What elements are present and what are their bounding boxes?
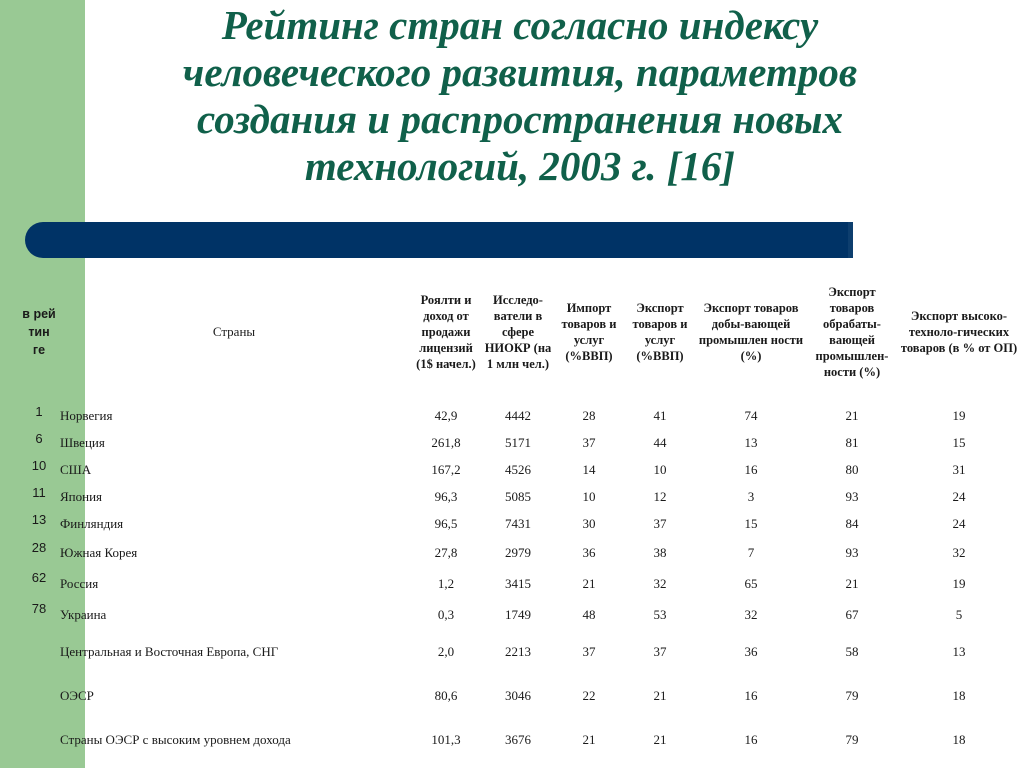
header-researchers: Исследо-ватели в сфере НИОКР (на 1 млн чел.) xyxy=(484,293,552,371)
cell-imports: 30 xyxy=(582,516,596,531)
table-row xyxy=(20,718,1020,762)
cell-mining-export: 16 xyxy=(744,688,758,703)
cell-researchers: 3415 xyxy=(505,575,531,591)
table-header-row xyxy=(20,262,1020,402)
table-row xyxy=(20,402,1020,429)
cell-exports: 37 xyxy=(653,644,667,659)
cell-exports: 32 xyxy=(653,575,667,591)
cell-researchers: 2979 xyxy=(505,545,531,560)
cell-royalty: 96,3 xyxy=(434,488,458,504)
cell-royalty: 167,2 xyxy=(431,461,461,477)
header-imports: Импорт товаров и услуг (%ВВП) xyxy=(561,301,617,363)
cell-exports: 38 xyxy=(653,545,667,560)
table-row xyxy=(20,483,1020,510)
cell-country: Страны ОЭСР с высоким уровнем дохода xyxy=(60,732,291,747)
table-row xyxy=(20,630,1020,674)
cell-researchers: 4526 xyxy=(505,461,531,477)
cell-hightech-export: 19 xyxy=(952,575,966,591)
cell-manufacturing-export: 79 xyxy=(845,732,859,747)
cell-mining-export: 13 xyxy=(744,434,758,450)
cell-rank: 11 xyxy=(32,485,46,500)
cell-rank: 62 xyxy=(31,570,47,585)
cell-exports: 10 xyxy=(653,461,667,477)
cell-hightech-export: 24 xyxy=(952,488,966,504)
cell-hightech-export: 19 xyxy=(952,407,966,423)
cell-hightech-export: 18 xyxy=(952,688,966,703)
header-exports: Экспорт товаров и услуг (%ВВП) xyxy=(632,301,688,363)
header-royalty: Роялти и доход от продажи лицензий (1$ начел.) xyxy=(416,293,476,371)
cell-imports: 21 xyxy=(582,732,596,747)
cell-manufacturing-export: 81 xyxy=(845,434,859,450)
header-hightech-export: Экспорт высоко-техноло-гических товаров (в % от ОП) xyxy=(900,309,1018,355)
cell-country: ОЭСР xyxy=(60,688,94,703)
cell-country: Финляндия xyxy=(60,516,124,531)
cell-mining-export: 3 xyxy=(747,488,755,504)
table-row xyxy=(20,538,1020,568)
cell-country: Украина xyxy=(60,606,107,622)
cell-hightech-export: 13 xyxy=(952,644,966,659)
cell-hightech-export: 24 xyxy=(952,516,966,531)
cell-manufacturing-export: 79 xyxy=(845,688,859,703)
table-row xyxy=(20,456,1020,483)
table-row xyxy=(20,568,1020,599)
cell-rank: 78 xyxy=(31,601,47,616)
cell-imports: 37 xyxy=(582,434,596,450)
cell-country: Центральная и Восточная Европа, СНГ xyxy=(60,644,279,659)
cell-rank: 13 xyxy=(31,512,47,527)
cell-hightech-export: 5 xyxy=(955,606,963,622)
cell-exports: 41 xyxy=(653,407,667,423)
cell-exports: 53 xyxy=(653,606,667,622)
cell-hightech-export: 18 xyxy=(952,732,966,747)
cell-researchers: 7431 xyxy=(505,516,531,531)
cell-manufacturing-export: 93 xyxy=(845,488,859,504)
cell-manufacturing-export: 93 xyxy=(845,545,859,560)
table-row xyxy=(20,510,1020,538)
title-divider-bar xyxy=(25,222,853,258)
header-mining-export: Экспорт товаров добы-вающей промышлен ности (%) xyxy=(698,301,804,363)
header-country: Страны xyxy=(212,324,256,339)
cell-rank: 28 xyxy=(31,540,47,555)
ranking-table xyxy=(20,262,1020,762)
cell-imports: 14 xyxy=(582,461,596,477)
cell-country: Япония xyxy=(60,488,103,504)
cell-mining-export: 15 xyxy=(744,516,758,531)
cell-researchers: 3046 xyxy=(505,688,531,703)
cell-royalty: 0,3 xyxy=(437,606,455,622)
cell-hightech-export: 31 xyxy=(952,461,966,477)
cell-mining-export: 7 xyxy=(747,545,755,560)
cell-manufacturing-export: 67 xyxy=(845,606,859,622)
cell-country: США xyxy=(60,461,92,477)
table-row xyxy=(20,429,1020,456)
cell-hightech-export: 15 xyxy=(952,434,966,450)
cell-royalty: 2,0 xyxy=(437,644,455,659)
table-body xyxy=(20,402,1020,762)
cell-exports: 12 xyxy=(653,488,667,504)
cell-rank xyxy=(20,718,58,762)
header-manufacturing-export: Экспорт товаров обрабаты-вающей промышлен-ности (%) xyxy=(815,285,889,379)
cell-royalty: 42,9 xyxy=(434,407,458,423)
cell-royalty: 101,3 xyxy=(431,732,461,747)
cell-mining-export: 36 xyxy=(744,644,758,659)
cell-rank: 6 xyxy=(35,431,43,446)
cell-researchers: 5171 xyxy=(505,434,531,450)
cell-exports: 37 xyxy=(653,516,667,531)
title-divider-bar-end xyxy=(848,222,853,258)
cell-researchers: 5085 xyxy=(505,488,531,504)
cell-rank: 10 xyxy=(31,458,47,473)
cell-rank xyxy=(20,630,58,674)
cell-imports: 48 xyxy=(582,606,596,622)
cell-country: Норвегия xyxy=(60,407,113,423)
slide-title: Рейтинг стран согласно индексу человеческого развития, параметров создания и распространения новых технологий, 2003 г. [16] xyxy=(182,2,858,189)
cell-mining-export: 74 xyxy=(744,407,758,423)
cell-royalty: 1,2 xyxy=(437,575,455,591)
cell-rank: 1 xyxy=(35,404,43,419)
cell-mining-export: 16 xyxy=(744,732,758,747)
cell-exports: 21 xyxy=(653,732,667,747)
cell-royalty: 27,8 xyxy=(434,545,458,560)
cell-mining-export: 16 xyxy=(744,461,758,477)
cell-exports: 44 xyxy=(653,434,667,450)
cell-manufacturing-export: 58 xyxy=(845,644,859,659)
cell-mining-export: 32 xyxy=(744,606,758,622)
cell-imports: 37 xyxy=(582,644,596,659)
table-row xyxy=(20,599,1020,630)
cell-manufacturing-export: 21 xyxy=(845,575,859,591)
cell-researchers: 2213 xyxy=(505,644,531,659)
cell-rank xyxy=(20,674,58,718)
cell-manufacturing-export: 80 xyxy=(845,461,859,477)
cell-mining-export: 65 xyxy=(744,575,758,591)
cell-country: Швеция xyxy=(60,434,105,450)
cell-royalty: 80,6 xyxy=(434,688,458,703)
cell-researchers: 3676 xyxy=(505,732,531,747)
cell-manufacturing-export: 84 xyxy=(845,516,859,531)
header-rank: в рей тин ге xyxy=(22,307,56,357)
cell-imports: 36 xyxy=(582,545,596,560)
cell-researchers: 1749 xyxy=(505,606,531,622)
cell-imports: 10 xyxy=(582,488,596,504)
cell-royalty: 261,8 xyxy=(431,434,461,450)
table-row xyxy=(20,674,1020,718)
cell-imports: 28 xyxy=(582,407,596,423)
cell-hightech-export: 32 xyxy=(952,545,966,560)
cell-country: Россия xyxy=(60,575,99,591)
cell-country: Южная Корея xyxy=(60,545,138,560)
cell-imports: 22 xyxy=(582,688,596,703)
cell-imports: 21 xyxy=(582,575,596,591)
cell-royalty: 96,5 xyxy=(434,516,458,531)
cell-exports: 21 xyxy=(653,688,667,703)
cell-manufacturing-export: 21 xyxy=(845,407,859,423)
cell-researchers: 4442 xyxy=(505,407,531,423)
